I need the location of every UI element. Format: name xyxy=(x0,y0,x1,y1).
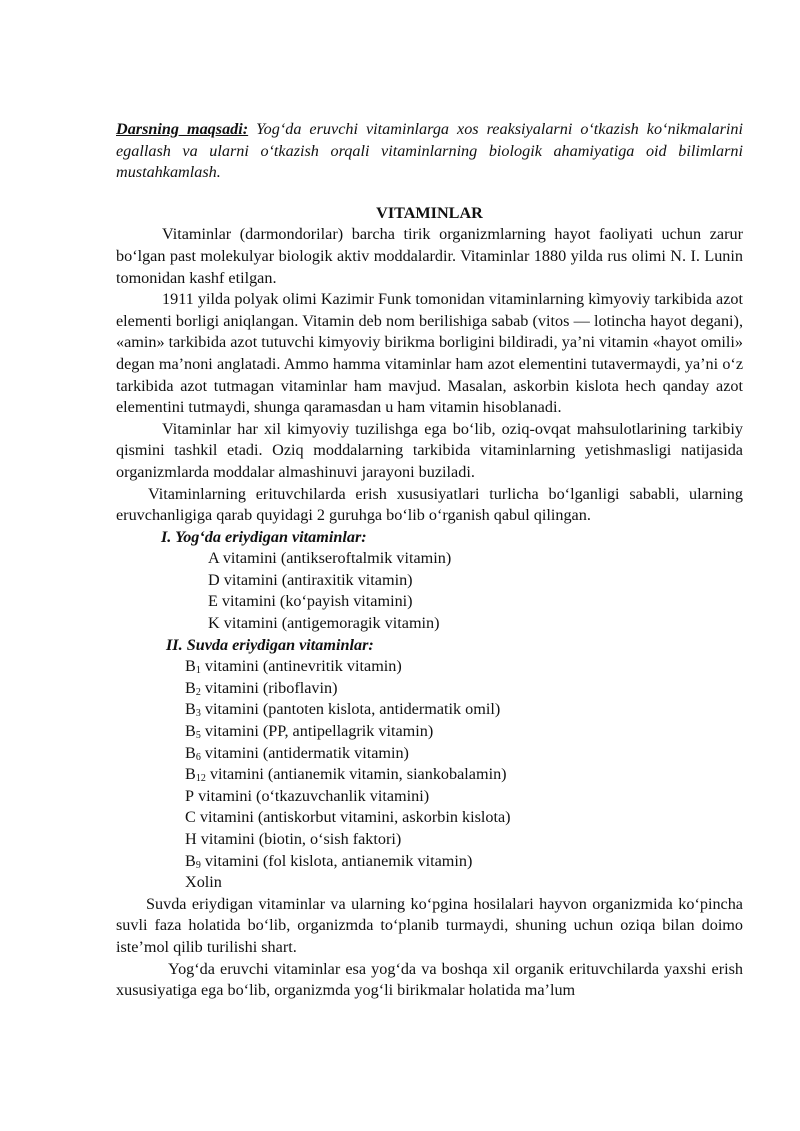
list-item: K vitamini (antigemoragik vitamin) xyxy=(208,614,440,633)
list-item: $B_5$ vitamini (PP, antipellagrik vitamin) xyxy=(185,722,434,742)
list-item: $B_1$ vitamini (antinevritik vitamin) xyxy=(185,657,402,677)
paragraph: Yog‘da eruvchi vitaminlar esa yog‘da va boshqa xil organik erituvchilarda yaxshi erish xususiyatiga ega bo‘lib, organizmda yog‘li birikmalar holatida ma’lum xyxy=(116,959,743,1000)
list-item: P vitamini (o‘tkazuvchanlik vitamini) xyxy=(185,786,430,805)
aim-text: Yog‘da eruvchi vitaminlarga xos reaksiyalarni o‘tkazish ko‘nikmalarini egallash va ularni o‘tkazish orqali vitaminlarning biologik ahamiyatiga oid bilimlarni mustahkamlash. xyxy=(116,120,743,182)
list-item: Xolin xyxy=(185,873,222,892)
list-item: $B_6$ vitamini (antidermatik vitamin) xyxy=(185,743,409,763)
list-item: $B_{12}$ vitamini (antianemik vitamin, siankobalamin) xyxy=(185,765,507,785)
fat-soluble-list xyxy=(116,548,743,634)
section-title: VITAMINLAR xyxy=(376,203,483,222)
paragraph: Vitaminlarning erituvchilarda erish xususiyatlari turlicha bo‘lganligi sababli, ularning eruvchanligiga qarab quyidagi 2 guruhga bo‘lib o‘rganish qabul qilingan. xyxy=(116,484,743,525)
list-item: A vitamini (antikseroftalmik vitamin) xyxy=(208,549,452,568)
list-item: C vitamini (antiskorbut vitamini, askorbin kislota) xyxy=(185,808,511,827)
water-soluble-list xyxy=(116,656,743,894)
lesson-aim xyxy=(116,119,743,184)
aim-label: Darsning maqsadi: xyxy=(116,120,249,138)
list-item: $B_3$ vitamini (pantoten kislota, antidermatik omil) xyxy=(185,700,501,720)
group-heading-water-soluble: II. Suvda eriydigan vitaminlar: xyxy=(166,635,374,654)
list-item: D vitamini (antiraxitik vitamin) xyxy=(208,570,413,589)
paragraph: Vitaminlar (darmondorilar) barcha tirik organizmlarning hayot faoliyati uchun zarur bo‘lgan past molekulyar biologik aktiv moddalardir. Vitaminlar 1880 yilda rus olimi N. I. Lunin tomonidan kashf etilgan. xyxy=(116,225,743,287)
group-heading-fat-soluble: I. Yog‘da eriydigan vitaminlar: xyxy=(161,527,367,546)
paragraph: 1911 yilda polyak olimi Kazimir Funk tomonidan vitaminlarning kìmyoviy tarkibida azot elementi borligi aniqlangan. Vitamin deb nom berilishiga sabab (vitos — lotincha hayot degani), «amin» tarkibida azot tutuvchi kimyoviy birikma borligini bildiradi, ya’ni vitamin «hayot omili» degan ma’noni anglatadi. Ammo hamma vitaminlar ham azot elementini tutavermaydi, ya’ni o‘z tarkibida azot tutmagan vitaminlar ham mavjud. Masalan, askorbin kislota hech qanday azot elementini tutmaydi, shunga qaramasdan u ham vitamin hisoblanadi. xyxy=(116,290,743,417)
list-item: H vitamini (biotin, o‘sish faktori) xyxy=(185,830,402,848)
document-page xyxy=(116,119,743,1002)
list-item: $B_9$ vitamini (fol kislota, antianemik vitamin) xyxy=(185,851,473,871)
paragraph: Vitaminlar har xil kimyoviy tuzilishga ega bo‘lib, oziq-ovqat mahsulotlarining tarkibiy qismini tashkil etadi. Oziq moddalarning tarkibida vitaminlarning yetishmasligi natijasida organizmlarda moddalar almashinuvi jarayoni buziladi. xyxy=(116,419,743,481)
list-item: $B_2$ vitamini (riboflavin) xyxy=(185,678,338,698)
list-item: E vitamini (ko‘payish vitamini) xyxy=(208,592,413,611)
paragraph: Suvda eriydigan vitaminlar va ularning ko‘pgina hosilalari hayvon organizmida ko‘pincha suvli faza holatida bo‘lib, organizmda to‘planib turmaydi, shuning uchun oziqa bilan doimo iste’mol qilib turilishi shart. xyxy=(116,894,743,956)
